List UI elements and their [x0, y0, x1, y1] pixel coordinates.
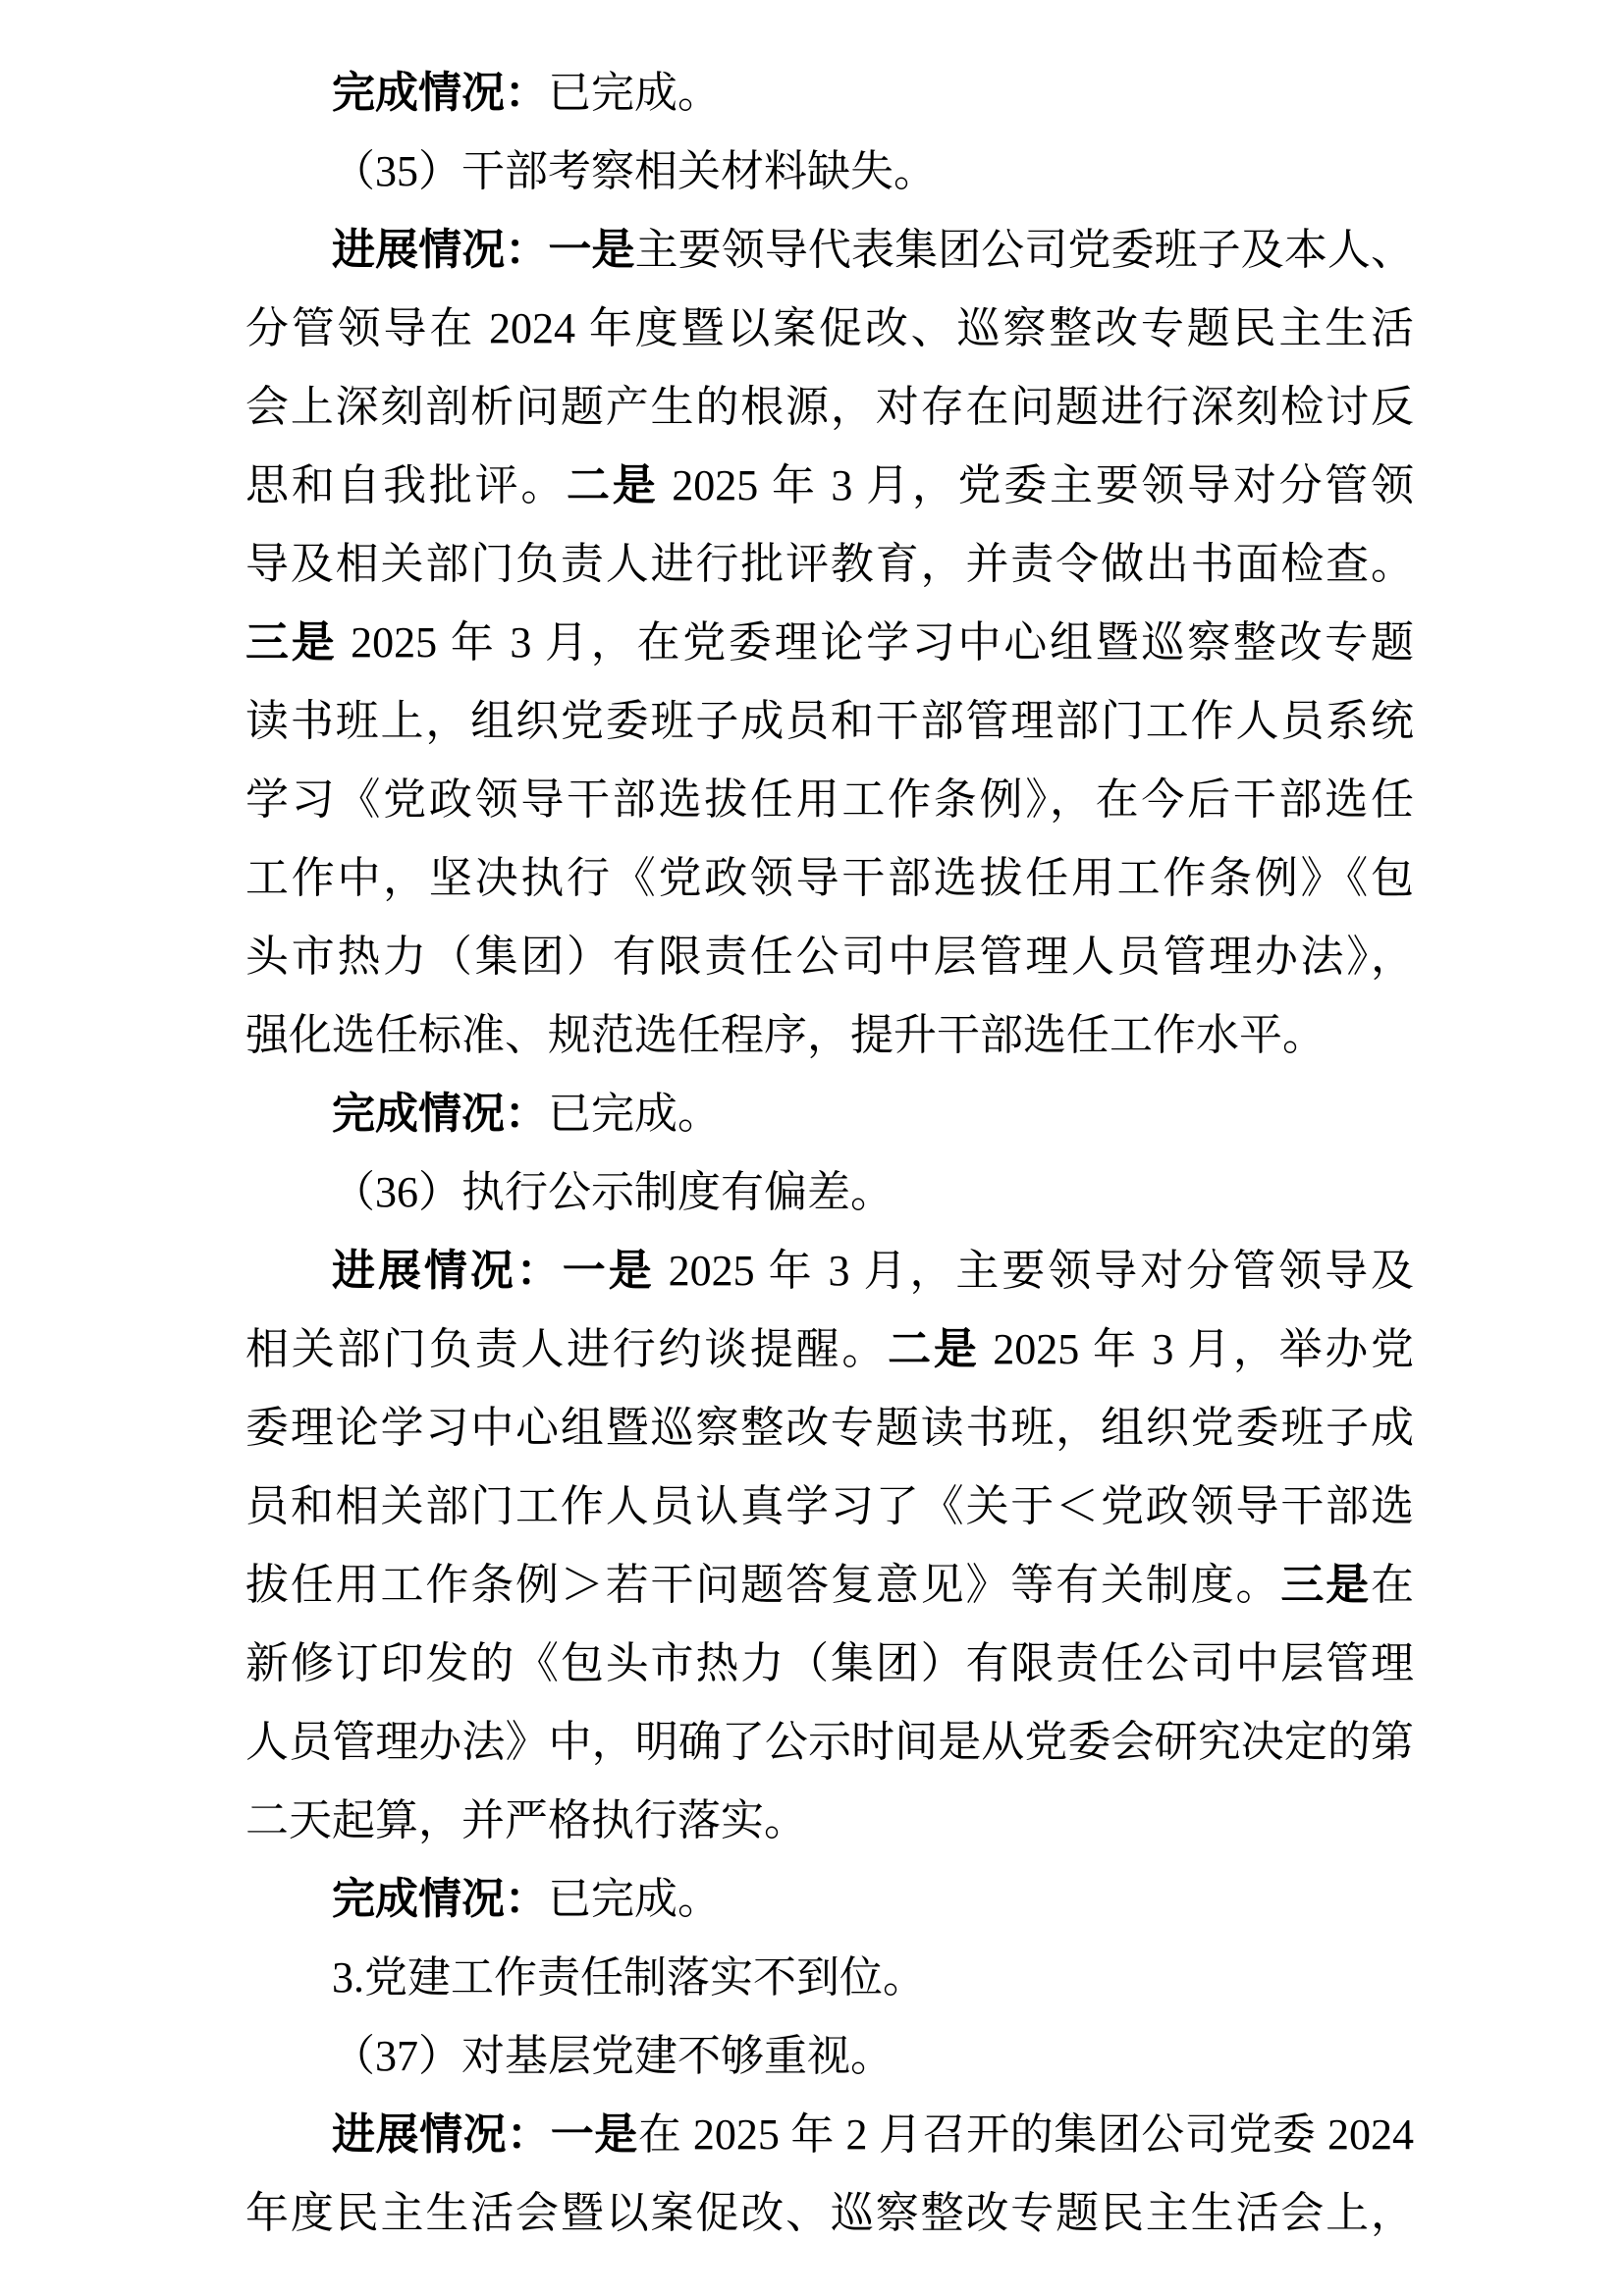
emphasis-text-run: 三是 — [1280, 1561, 1372, 1609]
text-run: 主要领导代表集团公司党委班子及本人、 — [634, 226, 1415, 274]
text-line-3 — [245, 211, 1414, 290]
text-run: 在 2025 年 2 月召开的集团公司党委 2024 — [637, 2110, 1415, 2159]
text-line-24 — [245, 1860, 1414, 1939]
text-line-8 — [245, 604, 1414, 682]
text-line-23 — [245, 1782, 1414, 1860]
text-line-17 — [245, 1310, 1414, 1389]
text-run: 头市热力（集团）有限责任公司中层管理人员管理办法》， — [245, 933, 1414, 981]
emphasis-text-run: 二是 — [888, 1325, 980, 1373]
emphasis-text-run: 一是 — [548, 226, 635, 274]
emphasis-text-run: 完成情况： — [332, 1875, 548, 1923]
text-line-16 — [245, 1232, 1414, 1310]
text-run: 2025 年 3 月，在党委理论学习中心组暨巡察整改专题 — [337, 618, 1415, 667]
text-run: 员和相关部门工作人员认真学习了《关于＜党政领导干部选 — [245, 1482, 1414, 1530]
text-run: 已完成。 — [548, 69, 721, 117]
text-line-26 — [245, 2017, 1414, 2096]
emphasis-text-run: 完成情况： — [332, 69, 548, 117]
text-line-21 — [245, 1625, 1414, 1703]
text-run: 委理论学习中心组暨巡察整改专题读书班，组织党委班子成 — [245, 1404, 1414, 1452]
text-line-13 — [245, 996, 1414, 1075]
text-run: （36）执行公示制度有偏差。 — [332, 1168, 893, 1216]
text-run: 学习《党政领导干部选拔任用工作条例》，在今后干部选任 — [245, 775, 1414, 824]
text-line-6 — [245, 447, 1414, 525]
text-run: 年度民主生活会暨以案促改、巡察整改专题民主生活会上， — [245, 2189, 1414, 2237]
text-line-11 — [245, 839, 1414, 918]
text-run: 会上深刻剖析问题产生的根源，对存在问题进行深刻检讨反 — [245, 383, 1414, 431]
text-run: 2025 年 3 月，党委主要领导对分管领 — [658, 461, 1415, 509]
text-line-15 — [245, 1153, 1414, 1232]
text-line-27 — [245, 2096, 1414, 2174]
text-line-19 — [245, 1468, 1414, 1546]
text-run: 拔任用工作条例＞若干问题答复意见》等有关制度。 — [245, 1561, 1281, 1609]
emphasis-text-run: 二是 — [567, 461, 659, 509]
emphasis-text-run: 进展情况： — [332, 1247, 563, 1295]
emphasis-text-run: 完成情况： — [332, 1090, 548, 1138]
emphasis-text-run: 进展情况： — [332, 2110, 551, 2159]
text-run: 工作中，坚决执行《党政领导干部选拔任用工作条例》《包 — [245, 854, 1414, 902]
text-line-1 — [245, 54, 1414, 133]
emphasis-text-run: 一是 — [550, 2110, 638, 2159]
text-line-12 — [245, 918, 1414, 996]
text-run: 相关部门负责人进行约谈提醒。 — [245, 1325, 889, 1373]
text-run: 3.党建工作责任制落实不到位。 — [332, 1953, 926, 2002]
text-run: 2025 年 3 月，举办党 — [979, 1325, 1415, 1373]
emphasis-text-run: 三是 — [245, 618, 338, 667]
text-run: 已完成。 — [548, 1875, 721, 1923]
emphasis-text-run: 一是 — [562, 1247, 655, 1295]
text-line-20 — [245, 1546, 1414, 1625]
text-run: 强化选任标准、规范选任程序，提升干部选任工作水平。 — [245, 1011, 1326, 1059]
text-line-10 — [245, 761, 1414, 839]
text-line-7 — [245, 525, 1414, 604]
text-line-28 — [245, 2174, 1414, 2253]
text-line-2 — [245, 133, 1414, 211]
text-line-9 — [245, 682, 1414, 761]
text-line-14 — [245, 1075, 1414, 1153]
text-run: 分管领导在 2024 年度暨以案促改、巡察整改专题民主生活 — [245, 304, 1414, 352]
text-block — [245, 54, 1414, 2253]
text-run: 在 — [1371, 1561, 1415, 1609]
text-run: （37）对基层党建不够重视。 — [332, 2032, 893, 2080]
text-run: （35）干部考察相关材料缺失。 — [332, 147, 937, 195]
text-run: 新修订印发的《包头市热力（集团）有限责任公司中层管理 — [245, 1639, 1414, 1687]
text-run: 读书班上，组织党委班子成员和干部管理部门工作人员系统 — [245, 697, 1414, 745]
text-run: 二天起算，并严格执行落实。 — [245, 1796, 807, 1844]
text-run: 思和自我批评。 — [245, 461, 568, 509]
emphasis-text-run: 进展情况： — [332, 226, 549, 274]
text-line-22 — [245, 1703, 1414, 1782]
text-run: 导及相关部门负责人进行批评教育，并责令做出书面检查。 — [245, 540, 1414, 588]
text-run: 2025 年 3 月，主要领导对分管领导及 — [654, 1247, 1415, 1295]
text-run: 人员管理办法》中，明确了公示时间是从党委会研究决定的第 — [245, 1718, 1414, 1766]
text-line-25 — [245, 1939, 1414, 2017]
text-line-4 — [245, 290, 1414, 368]
text-line-18 — [245, 1389, 1414, 1468]
text-line-5 — [245, 368, 1414, 447]
text-run: 已完成。 — [548, 1090, 721, 1138]
